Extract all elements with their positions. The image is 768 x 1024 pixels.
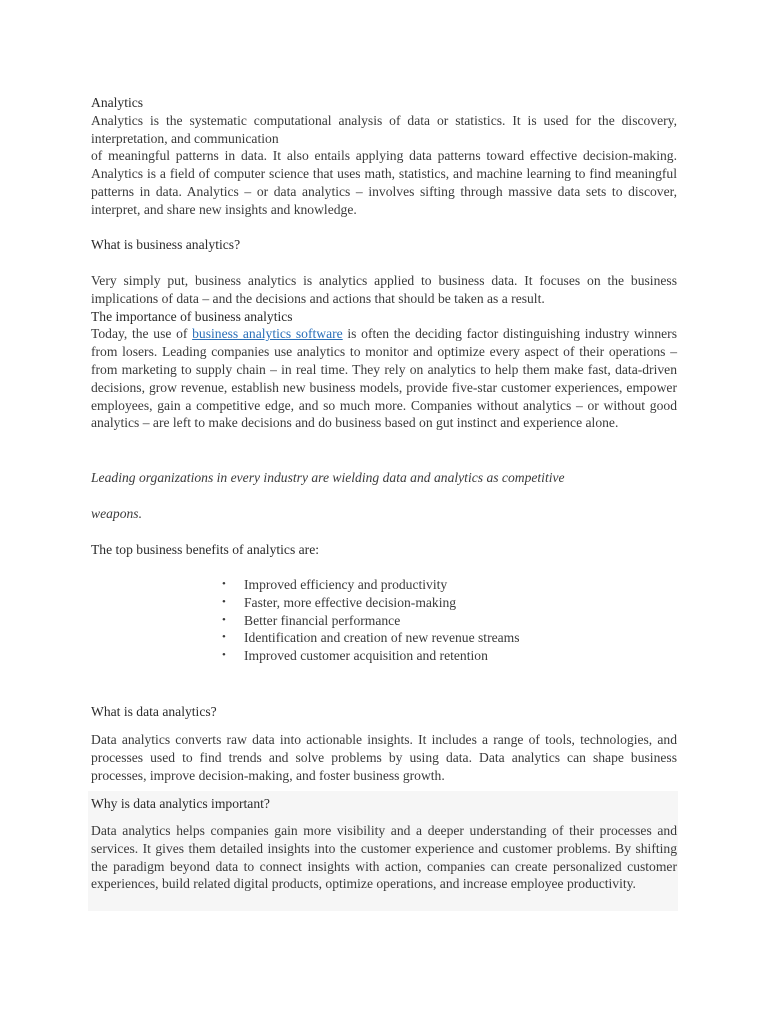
- quote-line-1-block: [91, 469, 677, 487]
- benefits-intro: The top business benefits of analytics are:: [91, 542, 320, 557]
- importance-paragraph: [91, 325, 677, 432]
- benefit-text: Improved customer acquisition and retention: [244, 648, 488, 664]
- why-data-analytics-paragraph: Data analytics helps companies gain more visibility and a deeper understanding of their processes and services. It gives them detailed insights into the customer experience and customer problems. By shifting the paradigm beyond data to connect insights with action, companies can create personalized customer experiences, build related digital products, optimize operations, and increase employee productivity.: [91, 823, 677, 892]
- benefit-item: [222, 647, 520, 665]
- business-analytics-section: [91, 272, 677, 432]
- benefit-item: [222, 576, 520, 594]
- quote-line-2: weapons.: [91, 506, 142, 521]
- importance-text-pre: Today, the use of: [91, 326, 193, 342]
- benefit-item: [222, 612, 520, 630]
- importance-heading: The importance of business analytics: [91, 308, 293, 324]
- benefits-list: [222, 576, 520, 665]
- benefit-item: [222, 629, 520, 647]
- business-analytics-software-link[interactable]: business analytics software: [192, 326, 343, 342]
- bullet-icon: •: [222, 578, 226, 590]
- why-data-analytics-question: Why is data analytics important?: [91, 796, 270, 811]
- business-analytics-paragraph: Very simply put, business analytics is analytics applied to business data. It focuses on the business implications of data – and the decisions and actions that should be taken as a result.: [91, 273, 677, 306]
- analytics-heading: Analytics: [91, 95, 144, 110]
- why-section: [91, 822, 677, 893]
- benefit-text: Improved efficiency and productivity: [244, 577, 448, 592]
- bullet-icon: •: [222, 649, 226, 662]
- benefit-text: Faster, more effective decision-making: [244, 594, 457, 610]
- benefit-item: [222, 594, 520, 612]
- benefit-text: Better financial performance: [244, 612, 401, 628]
- bullet-icon: •: [222, 631, 226, 644]
- importance-text-post: is often the deciding factor distinguishing industry winners from losers. Leading companies use analytics to monitor and optimize every aspect of their operations – from marketing to supply chain – in real time. They rely on analytics to help them make fast, data-driven decisions, grow revenue, establish new business models, provide five-star customer experiences, empower employees, gain a competitive edge, and so much more. Companies without analytics – or without good analytics – are left to make decisions and do business based on gut instinct and experience alone.: [91, 326, 677, 431]
- data-analytics-paragraph: Data analytics converts raw data into actionable insights. It includes a range of tools, technologies, and processes used to find trends and solve problems by using data. Data analytics can shape business processes, improve decision-making, and foster business growth.: [91, 732, 677, 783]
- analytics-paragraph-1: Analytics is the systematic computational analysis of data or statistics. It is used for the discovery, interpretation, and communication: [91, 112, 677, 146]
- why-question-block: [91, 795, 677, 813]
- benefit-text: Identification and creation of new revenue streams: [244, 630, 520, 646]
- data-analytics-section: [91, 731, 677, 784]
- data-analytics-question: What is data analytics?: [91, 704, 217, 719]
- quote-line-2-block: [91, 505, 677, 523]
- benefits-intro-block: [91, 541, 677, 559]
- bullet-icon: •: [222, 595, 226, 608]
- quote-line-1: Leading organizations in every industry are wielding data and analytics as competitive: [91, 470, 565, 485]
- business-analytics-question: What is business analytics?: [91, 237, 241, 252]
- bullet-icon: •: [222, 613, 226, 626]
- data-analytics-question-block: [91, 703, 677, 721]
- analytics-section: [91, 94, 677, 219]
- business-question-block: [91, 236, 677, 254]
- analytics-paragraph-2: of meaningful patterns in data. It also entails applying data patterns toward effective decision-making. Analytics is a field of computer science that uses math, statistics, and machine learning to find meaningful patterns in data. Analytics – or data analytics – involves sifting through massive data sets to discover, interpret, and share new insights and knowledge.: [91, 148, 677, 217]
